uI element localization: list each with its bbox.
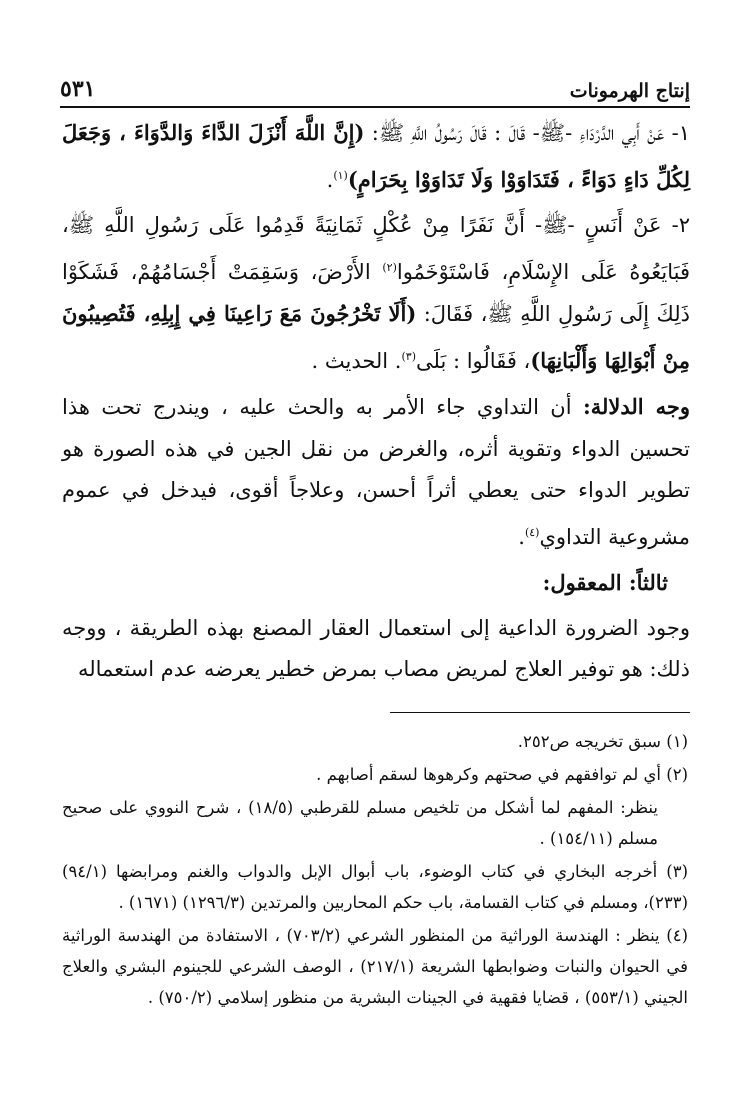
- dalala-paragraph: [62, 386, 690, 558]
- footnote-ref-4: (٤): [524, 525, 540, 539]
- hadith-2-tail: ، فَقَالُوا : بَلَى: [416, 348, 531, 373]
- hadith-2-end: . الحديث .: [311, 348, 402, 373]
- hadith-1: [62, 112, 690, 201]
- dalala-end: .: [518, 524, 525, 549]
- footnote-1: (١) سبق تخريجه ص٢٥٢.: [517, 732, 688, 751]
- running-title: إنتاج الهرمونات: [569, 80, 690, 102]
- hadith-1-quote: (إِنَّ اللَّهَ أَنْزَلَ الدَّاءَ وَالدَّوَاءَ ، وَجَعَلَ لِكُلِّ دَاءٍ دَوَاءً ، فَتَدَاوَوْا وَلَا تَدَاوَوْا بِحَرَامٍ): [62, 120, 690, 192]
- footnote-2-continuation: ينظر: المفهم لما أشكل من تلخيص مسلم للقرطبي (١٨/٥) ، شرح النووي على صحيح مسلم (١٥٤/١١) .: [62, 798, 658, 848]
- hadith-1-end: .: [326, 167, 334, 192]
- footnote-ref-3: (٣): [401, 349, 416, 363]
- footnote-ref-2: (٢): [382, 260, 397, 274]
- footnotes: [62, 726, 688, 1015]
- section-heading: ثالثاً: المعقول:: [542, 570, 668, 595]
- footnote-3: (٣) أخرجه البخاري في كتاب الوضوء، باب أبوال الإبل والدواب والغنم ومرابضها (٩٤/١) (٢٣٣)، ومسلم في كتاب القسامة، باب حكم المحاربين والمرتدين (١٢٩٦/٣) (١٦٧١) .: [62, 862, 688, 912]
- footnote-ref-1: (١): [333, 168, 348, 182]
- page-header: [60, 62, 690, 108]
- hadith-2: [62, 205, 690, 382]
- main-text: [62, 112, 690, 695]
- hadith-1-intro: ١- عَنْ أَبِي الدَّرْدَاءِ -ﷺ- قَالَ : قَالَ رَسُولُ اللَّهِ ﷺ:: [364, 121, 690, 145]
- hadith-2-mid: الأَرْضَ، وَسَقِمَتْ أَجْسَامُهُمْ، فَشَكَوْا ذَلِكَ إِلَى رَسُولِ اللَّهِ ﷺ، فَقَالَ:: [62, 259, 690, 326]
- maqool-paragraph: وجود الضرورة الداعية إلى استعمال العقار المصنع بهذه الطريقة ، ووجه ذلك: هو توفير العلاج لمريض مصاب بمرض خطير يعرضه عدم استعماله: [62, 615, 690, 681]
- page-number: ٥٣١: [60, 76, 96, 102]
- hadith-2-quote: (أَلَا تَخْرُجُونَ مَعَ رَاعِينَا فِي إِبِلِهِ، فَتُصِيبُونَ مِنْ أَبْوَالِهَا وَأَلْبَانِهَا): [62, 301, 690, 373]
- dalala-text: أن التداوي جاء الأمر به والحث عليه ، ويندرج تحت هذا تحسين الدواء وتقوية أثره، والغرض من نقل الجين في هذه الصورة هو تطوير الدواء حتى يعطي أثراً أحسن، وعلاجاً أقوى، فيدخل في عموم مشروعية التداوي: [62, 395, 691, 549]
- footnote-4: (٤) ينظر : الهندسة الوراثية من المنظور الشرعي (٧٠٣/٢) ، الاستفادة من الهندسة الوراثية في الحيوان والنبات وضوابطها الشريعة (٢١٧/١) ، الوصف الشرعي للجينوم البشري والعلاج الجيني (٥٥٣/١) ، قضايا فقهية في الجينات البشرية من منظور إسلامي (٧٥٠/٢) .: [62, 926, 689, 1007]
- hadith-2-intro: ٢- عَنْ أَنَسٍ -ﷺ- أَنَّ نَفَرًا مِنْ عُكْلٍ ثَمَانِيَةً قَدِمُوا عَلَى رَسُولِ اللَّهِ ﷺ، فَبَايَعُوهُ عَلَى الإِسْلَامِ، فَاسْتَوْخَمُوا: [62, 213, 690, 284]
- footnote-2: (٢) أي لم توافقهم في صحتهم وكرهوها لسقم أصابهم .: [316, 765, 688, 784]
- footnote-divider: [390, 712, 690, 713]
- dalala-label: وجه الدلالة:: [582, 394, 690, 419]
